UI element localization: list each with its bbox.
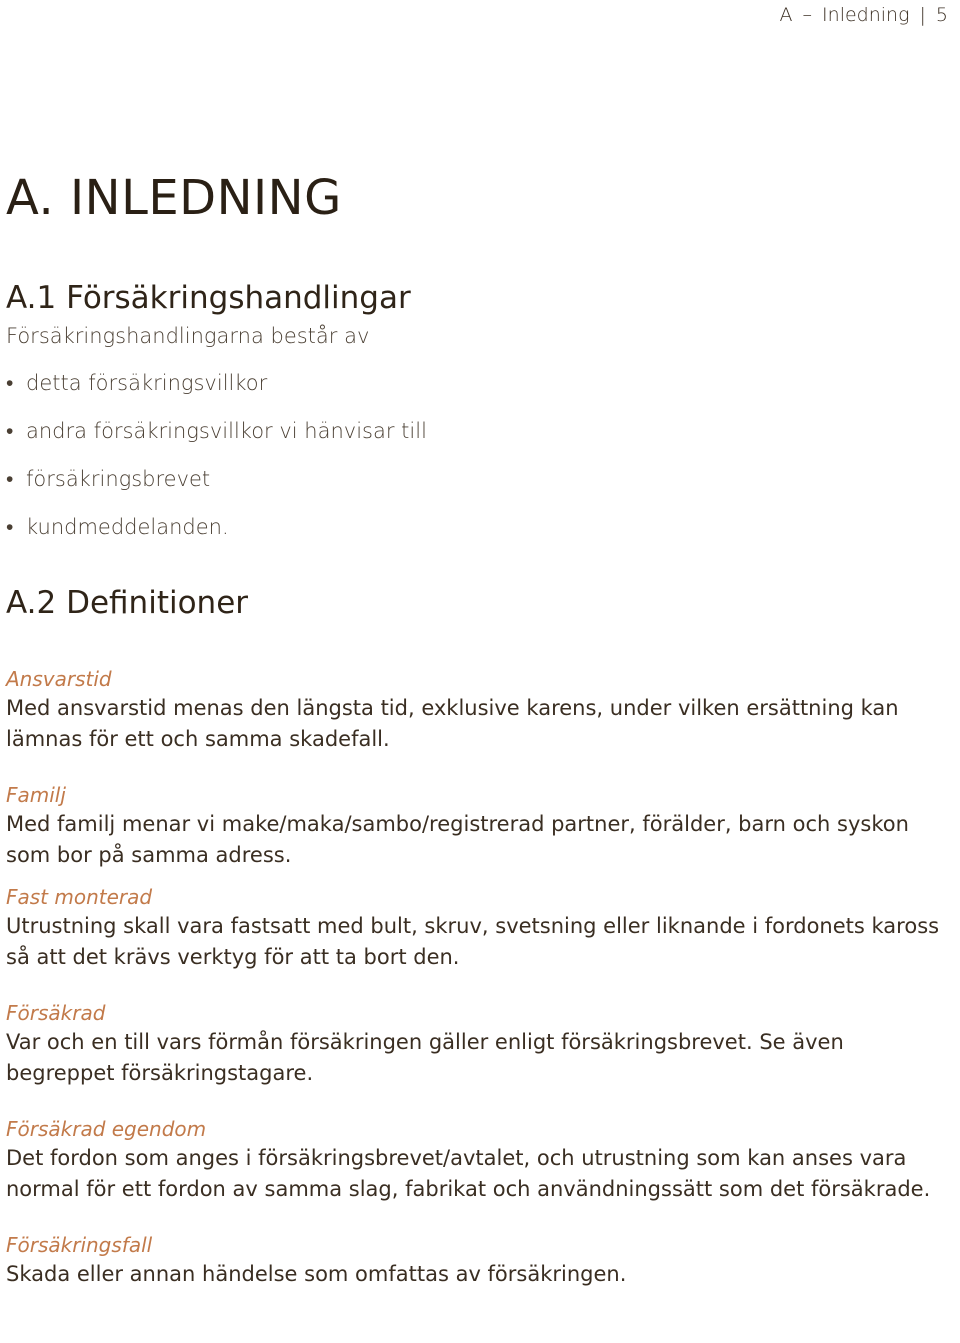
- bullet-icon: •: [6, 515, 14, 539]
- definition-term: Försäkrad egendom: [6, 1117, 207, 1141]
- section-intro: Försäkringshandlingarna består av: [6, 324, 370, 348]
- section-definitioner: [6, 585, 940, 1290]
- definition-term: Ansvarstid: [6, 667, 112, 691]
- bullet-icon: •: [6, 371, 14, 395]
- list-item: [6, 514, 940, 540]
- list-item-text: detta försäkringsvillkor: [26, 371, 268, 395]
- header-chapter-name: Inledning: [822, 4, 910, 26]
- document-list: [6, 370, 940, 540]
- definition-entry: [6, 1115, 940, 1205]
- definition-text: Det fordon som anges i försäkringsbrevet/avtalet, och utrustning som kan anses vara normal för ett fordon av samma slag, fabrikat och användningssätt som det försäkrade.: [6, 1146, 931, 1201]
- section-forsakringshandlingar: [6, 280, 940, 540]
- header-section-letter: A: [779, 4, 793, 26]
- bullet-icon: •: [6, 419, 14, 443]
- definition-term: Försäkringsfall: [6, 1233, 153, 1257]
- page-number: 5: [935, 4, 948, 26]
- list-item: [6, 418, 940, 444]
- definition-text: Utrustning skall vara fastsatt med bult, skruv, svetsning eller liknande i fordonets kaross så att det krävs verktyg för att ta bort den.: [6, 914, 940, 969]
- definition-entry: [6, 665, 940, 755]
- list-item-text: kundmeddelanden.: [26, 515, 229, 539]
- definition-term: Försäkrad: [6, 1001, 106, 1025]
- definition-entry: [6, 1231, 940, 1290]
- definition-text: Med ansvarstid menas den längsta tid, exklusive karens, under vilken ersättning kan lämnas för ett och samma skadefall.: [6, 696, 899, 751]
- definition-term: Fast monterad: [6, 885, 153, 909]
- definition-text: Med familj menar vi make/maka/sambo/registrerad partner, förälder, barn och syskon som bor på samma adress.: [6, 812, 909, 867]
- list-item: [6, 370, 940, 396]
- definition-entry: [6, 999, 940, 1089]
- definition-term: Familj: [6, 783, 66, 807]
- definition-text: Var och en till vars förmån försäkringen gäller enligt försäkringsbrevet. Se även begreppet försäkringstagare.: [6, 1030, 844, 1085]
- section-title: A.2 Definitioner: [6, 585, 249, 621]
- list-item: [6, 466, 940, 492]
- header-dash: –: [802, 4, 813, 26]
- section-title: A.1 Försäkringshandlingar: [6, 280, 411, 316]
- running-header: [780, 4, 948, 26]
- definition-entry: [6, 781, 940, 871]
- definition-entry: [6, 883, 940, 973]
- chapter-title: A. INLEDNING: [6, 170, 342, 226]
- header-separator: |: [919, 4, 926, 26]
- list-item-text: försäkringsbrevet: [26, 467, 211, 491]
- list-item-text: andra försäkringsvillkor vi hänvisar till: [26, 419, 427, 443]
- bullet-icon: •: [6, 467, 14, 491]
- definition-text: Skada eller annan händelse som omfattas av försäkringen.: [6, 1262, 627, 1286]
